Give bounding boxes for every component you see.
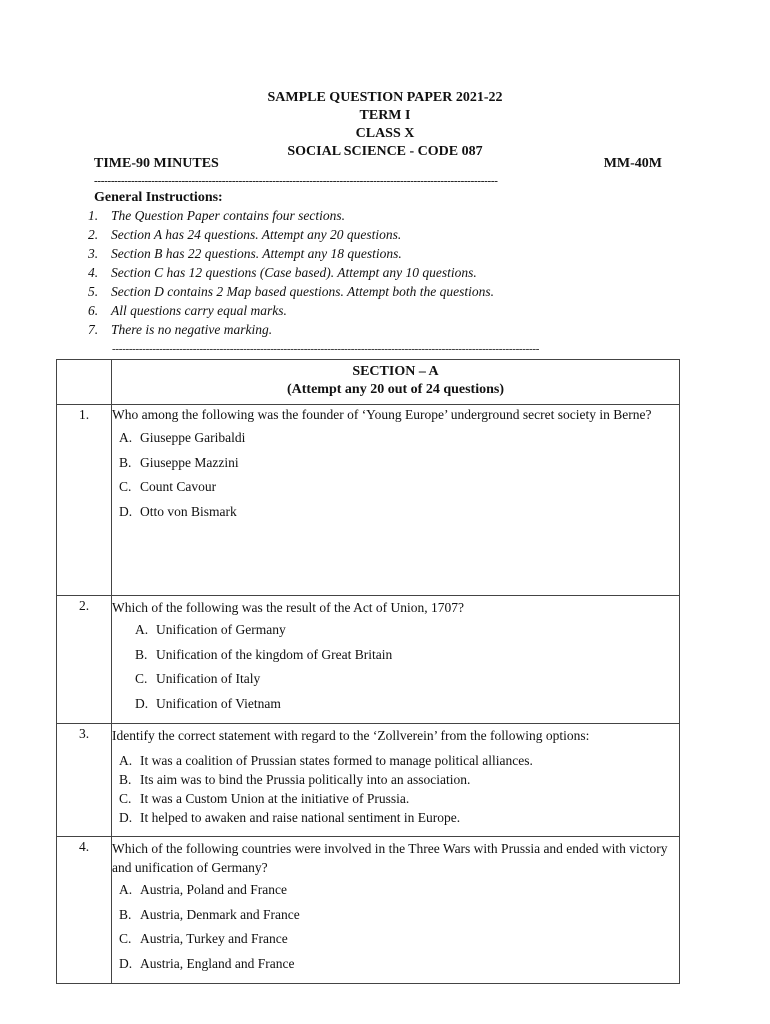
instruction-item: 4. Section C has 12 questions (Case based). Attempt any 10 questions. [88,265,477,280]
question-cell [112,405,680,596]
instruction-item: 1. The Question Paper contains four sections. [88,208,345,223]
instructions-separator: ------------------------------------------------------------------------------------------------------------------------------- [112,343,540,355]
table-row [57,405,680,596]
question-number: 1. [78,407,90,422]
option-item: D. Austria, England and France [119,955,295,971]
section-subtitle: (Attempt any 20 out of 24 questions) [287,382,504,397]
question-number: 2. [78,598,90,613]
time-marks-row [94,155,662,173]
instruction-item: 6. All questions carry equal marks. [88,303,287,318]
option-item: C. Count Cavour [119,479,217,494]
paper-header [0,89,770,161]
section-header-row [57,360,680,405]
general-instructions-title: General Instructions: [94,190,223,205]
option-item: C. Austria, Turkey and France [119,931,288,946]
time-label: TIME-90 MINUTES [94,156,219,171]
question-cell [112,596,680,724]
instruction-item: 7. There is no negative marking. [88,322,273,337]
option-item: B. Austria, Denmark and France [119,906,300,922]
table-row [57,724,680,837]
instructions-list [88,206,494,339]
question-cell [112,837,680,984]
option-item: A. Giuseppe Garibaldi [119,430,246,445]
question-cell [112,724,680,837]
option-item: B. Unification of the kingdom of Great Britain [135,646,393,662]
question-number-cell [57,596,112,724]
instruction-item: 3. Section B has 22 questions. Attempt any 18 questions. [88,246,402,261]
instruction-item: 5. Section D contains 2 Map based questions. Attempt both the questions. [88,284,494,299]
option-item: D. Otto von Bismark [119,503,237,519]
term-label: TERM I [359,108,411,123]
question-number: 4. [78,839,90,854]
question-number: 3. [78,726,90,741]
table-row [57,837,680,984]
section-title: SECTION – A [352,364,439,379]
section-title-cell [112,360,680,405]
paper-title: SAMPLE QUESTION PAPER 2021-22 [267,90,503,105]
option-item: A. It was a coalition of Prussian states formed to manage political alliances. [119,753,533,768]
section-number-cell [57,360,112,405]
options-list [112,751,679,827]
question-number-cell [57,837,112,984]
max-marks-label: MM-40M [603,156,662,171]
option-item: C. It was a Custom Union at the initiative of Prussia. [119,791,410,806]
option-item: D. It helped to awaken and raise national sentiment in Europe. [119,810,461,825]
options-list [112,618,679,716]
instruction-item: 2. Section A has 24 questions. Attempt any 20 questions. [88,227,402,242]
option-item: B. Giuseppe Mazzini [119,454,239,470]
table-row [57,596,680,724]
options-list [112,878,679,976]
class-label: CLASS X [355,126,415,141]
question-number-cell [57,724,112,837]
question-text: Which of the following countries were involved in the Three Wars with Prussia and ended with victory and unification of Germany? [112,841,668,875]
option-item: D. Unification of Vietnam [135,695,281,711]
header-separator: ------------------------------------------------------------------------------------------------------------------------ [94,175,498,187]
option-item: C. Unification of Italy [135,671,261,686]
subject-code-label: SOCIAL SCIENCE - CODE 087 [287,144,483,159]
question-text: Which of the following was the result of the Act of Union, 1707? [112,600,465,615]
option-item: B. Its aim was to bind the Prussia politically into an association. [119,772,471,787]
questions-table [56,359,680,984]
question-number-cell [57,405,112,596]
question-text: Identify the correct statement with regard to the ‘Zollverein’ from the following options: [112,728,590,743]
options-list [112,426,679,524]
option-item: A. Unification of Germany [135,622,286,637]
question-text: Who among the following was the founder of ‘Young Europe’ underground secret society in Berne? [112,407,652,422]
option-item: A. Austria, Poland and France [119,882,287,897]
